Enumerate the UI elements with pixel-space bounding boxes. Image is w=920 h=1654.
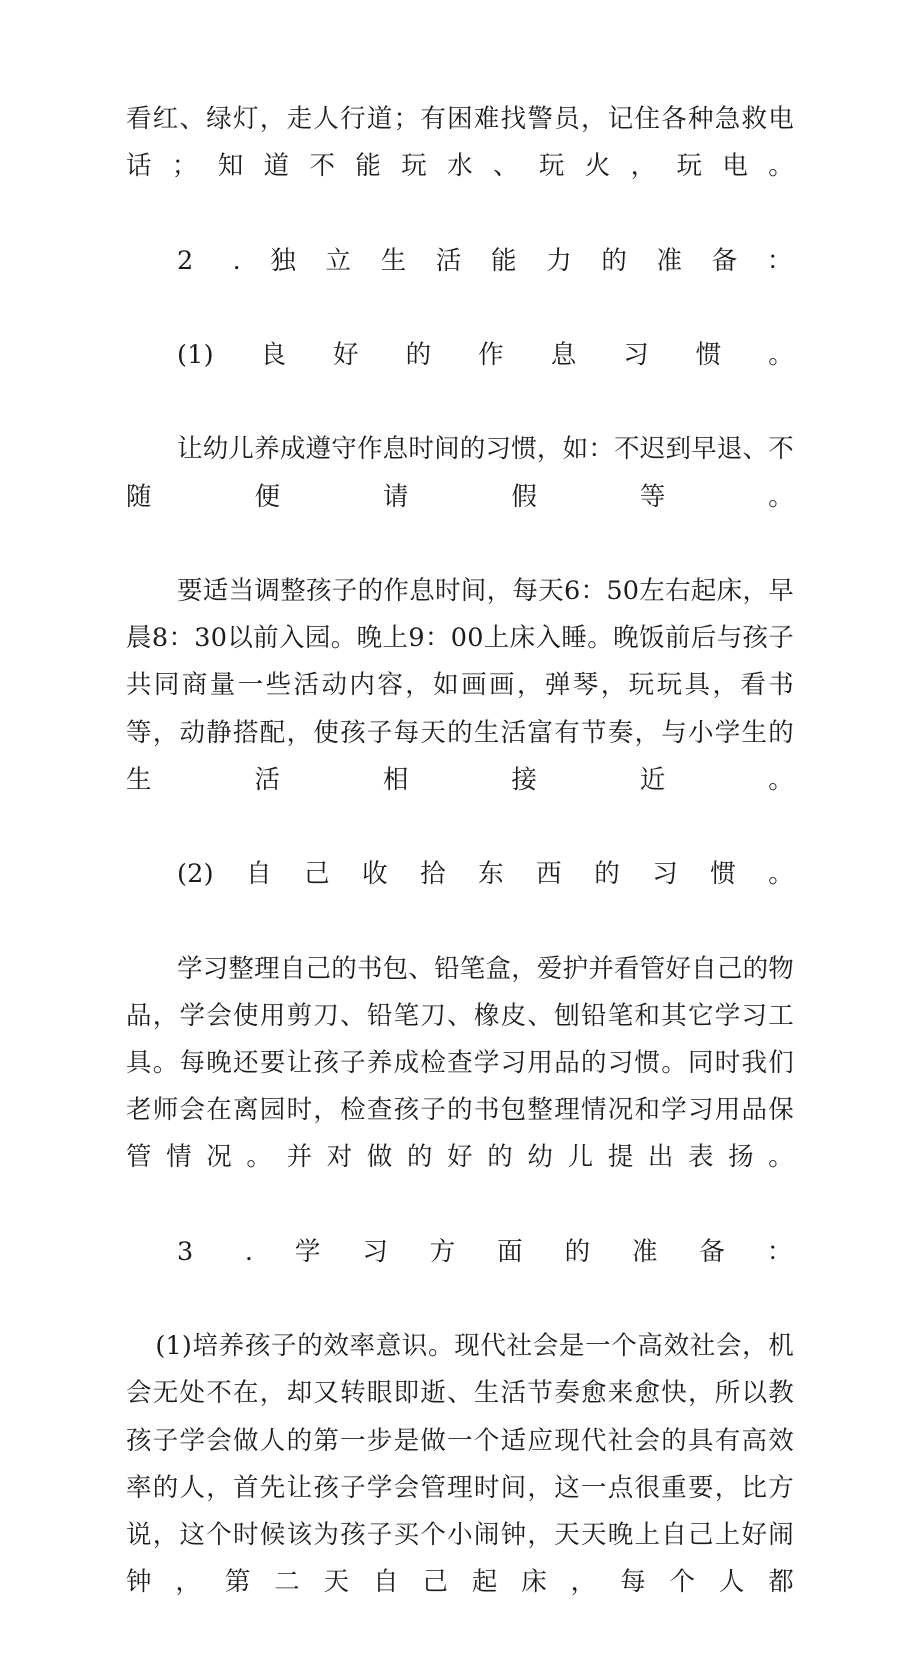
heading-study-preparation: 3 .学习方面的准备： <box>177 1236 794 1267</box>
document-text-column <box>126 96 794 1654</box>
paragraph-school-supplies: 学习整理自己的书包、铅笔盒，爱护并看管好自己的物品，学会使用剪刀、铅笔刀、橡皮、刨铅笔和其它学习工具。每晚还要让孩子养成检查学习用品的习惯。同时我们老师会在离园时，检查孩子的书包整理情况和学习用品保管情况。并对做的好的幼儿提出表扬。 <box>126 953 794 1173</box>
subheading-tidy-up-habit: (2)自己收拾东西的习惯。 <box>177 859 794 890</box>
paragraph-daily-timetable: 要适当调整孩子的作息时间，每天6：50左右起床，早晨8：30以前入园。晚上9：00上床入睡。晚饭前后与孩子共同商量一些活动内容，如画画，弹琴，玩玩具，看书等，动静搭配，使孩子每天的生活富有节奏，与小学生的生活相接近。 <box>126 576 794 795</box>
paragraph-follow-schedule: 让幼儿养成遵守作息时间的习惯，如：不迟到早退、不随便请假等。 <box>126 434 794 512</box>
paragraph-safety-rules: 看红、绿灯，走人行道；有困难找警员，记住各种急救电话；知道不能玩水、玩火，玩电。 <box>126 104 794 182</box>
subheading-good-routine-habit: (1)良好的作息习惯。 <box>177 340 794 371</box>
paragraph-efficiency-awareness: (1)培养孩子的效率意识。现代社会是一个高效社会，机会无处不在，却又转眼即逝、生活节奏愈来愈快，所以教孩子学会做人的第一步是做一个适应现代社会的具有高效率的人，首先让孩子学会管理时间，这一点很重要，比方说，这个时候该为孩子买个小闹钟，天天晚上自己上好闹钟，第二天自己起床，每个人都 <box>126 1331 794 1598</box>
heading-independent-living-preparation: 2 .独立生活能力的准备： <box>177 245 794 276</box>
